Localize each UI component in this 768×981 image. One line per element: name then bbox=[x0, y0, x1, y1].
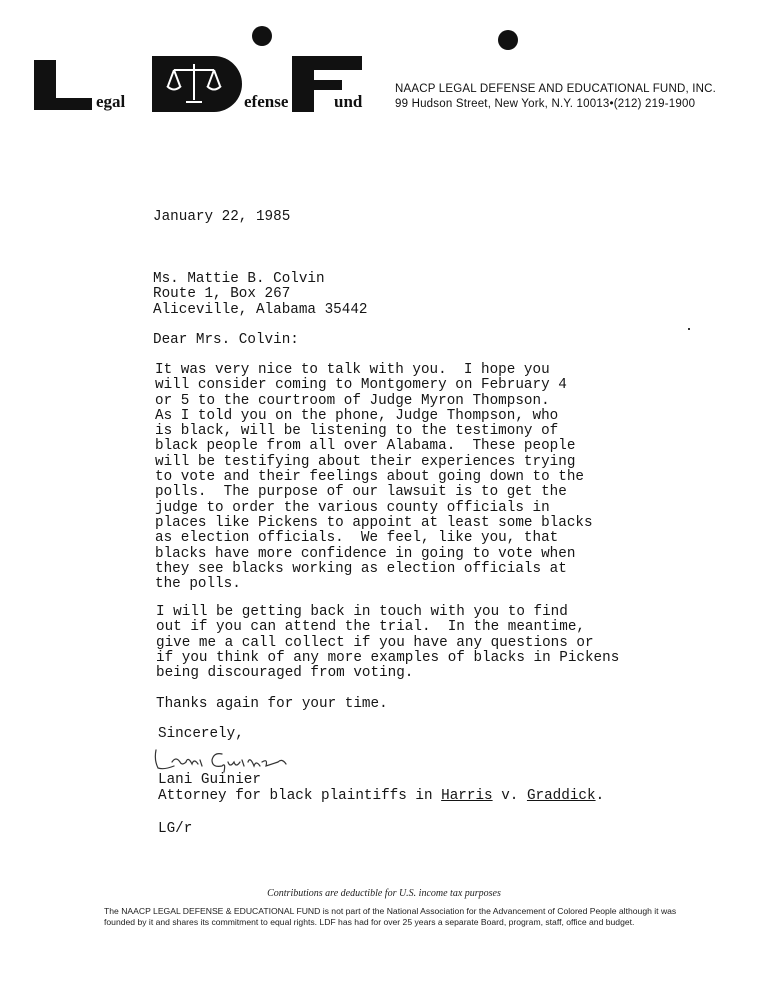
letter-date: January 22, 1985 bbox=[153, 209, 291, 225]
scales-of-justice-icon bbox=[164, 60, 224, 108]
logo-f-mid bbox=[292, 80, 342, 90]
recipient-street: Route 1, Box 267 bbox=[153, 286, 291, 303]
case-name-graddick: Graddick bbox=[526, 788, 596, 804]
recipient-address bbox=[153, 272, 368, 318]
org-name: NAACP LEGAL DEFENSE AND EDUCATIONAL FUND, INC. bbox=[395, 83, 717, 95]
footer-disclaimer: The NAACP LEGAL DEFENSE & EDUCATIONAL FUND is not part of the National Association for the Advancement of Colored People although it was founded by it and shares its commitment to equal rights. LDF has had for over 25 years a separate Board, program, staff, office and budget. bbox=[104, 906, 677, 927]
salutation: Dear Mrs. Colvin: bbox=[153, 332, 299, 348]
logo-f-top bbox=[292, 56, 362, 70]
case-end: . bbox=[595, 788, 605, 804]
case-v: v. bbox=[492, 788, 527, 804]
logo-word-defense: efense bbox=[244, 92, 289, 111]
body-paragraph-2: I will be getting back in touch with you to find out if you can attend the trial. In the meantime, give me a call collect if you have any questions or if you think of any more examples of blacks in Pickens being discouraged from voting. bbox=[156, 604, 620, 682]
logo-word-legal: egal bbox=[96, 92, 126, 111]
ldf-logo bbox=[34, 22, 384, 122]
case-name-harris: Harris bbox=[441, 788, 493, 804]
signer-name: Lani Guinier bbox=[158, 772, 261, 788]
body-paragraph-1: It was very nice to talk with you. I hope you will consider coming to Montgomery on February 4 or 5 to the courtroom of Judge Myron Thompson. As I told you on the phone, Judge Thompson, who is black, will be listening to the testimony of black people from all over Alabama. These people will be testifying about their experiences trying to vote and their feelings about going down to the polls. The purpose of our lawsuit is to get the judge to order the various county officials in places like Pickens to appoint at least some blacks as election officials. We feel, like you, that blacks have more confidence in going to vote when they see blacks working as election officials at the polls. bbox=[155, 362, 593, 593]
handwritten-signature bbox=[150, 742, 310, 774]
recipient-name: Ms. Mattie B. Colvin bbox=[153, 271, 325, 287]
logo-dot-1 bbox=[252, 26, 272, 46]
logo-word-fund: und bbox=[334, 92, 363, 111]
logo-dot-2 bbox=[498, 30, 518, 50]
body-paragraph-3: Thanks again for your time. bbox=[156, 696, 388, 712]
logo-l-foot bbox=[34, 98, 92, 110]
typist-initials: LG/r bbox=[158, 821, 193, 837]
letterhead-org bbox=[395, 82, 716, 112]
closing: Sincerely, bbox=[158, 726, 244, 742]
recipient-city: Aliceville, Alabama 35442 bbox=[153, 301, 368, 318]
org-address: 99 Hudson Street, New York, N.Y. 10013•(212) 219-1900 bbox=[395, 98, 696, 110]
stray-mark bbox=[688, 328, 690, 330]
signer-title-prefix: Attorney for black plaintiffs in bbox=[158, 788, 442, 804]
signer-title bbox=[158, 789, 604, 804]
footer-contributions: Contributions are deductible for U.S. income tax purposes bbox=[267, 888, 501, 899]
